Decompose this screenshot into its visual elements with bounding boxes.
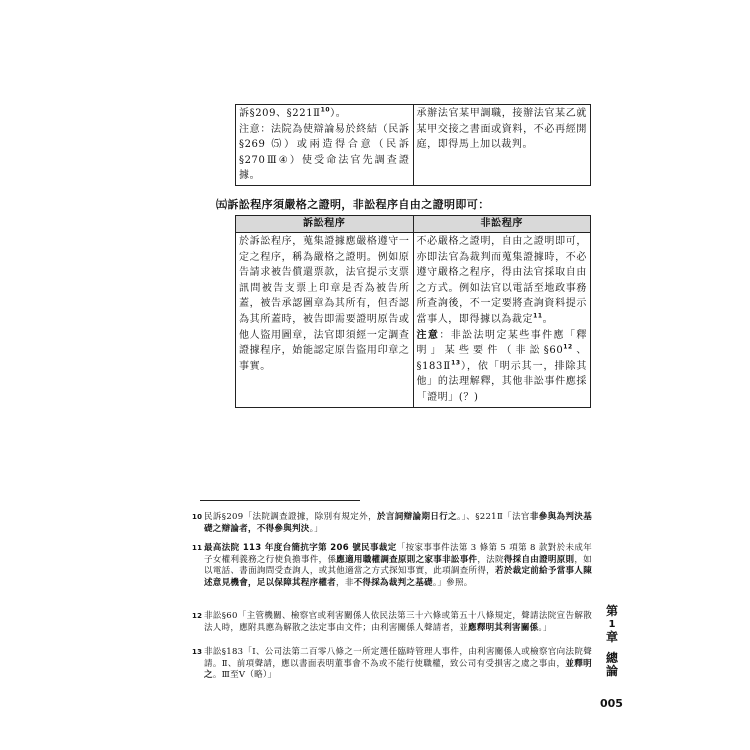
- header-litigation: 訴訟程序: [236, 216, 414, 233]
- footnote-11: 11 最高法院 113 年度台簡抗字第 206 號民事裁定「按家事事件法第 3 條第 5 項第 8 款對於未成年子女權利義務之行使負擔事件，係應適用職權調查原則之家事非訟事件，法院得採自由證明原則，如以電話、書面詢問受查詢人，或其他適當之方式探知事實，此項調查所得，若於裁定前給予當事人陳述意見機會，足以保障其程序權者，非不得採為裁判之基礎。」參照。: [192, 543, 593, 588]
- top-right-cell: 承辦法官某甲調職，接辦法官某乙就某甲交接之書面或資料，不必再經開庭，即得馬上加以裁判。: [413, 105, 591, 186]
- top-left-note: 注意：法院為使辯論易於終結（民訴§269 ⑸）或兩造得合意（民訴§270Ⅲ④）使受命法官先調查證據。: [239, 123, 410, 182]
- top-left-cell: 訴§209、§221Ⅱ$^{10}$）。 注意：法院為使辯論易於終結（民訴§269 ⑸）或兩造得合意（民訴§270Ⅲ④）使受命法官先調查證據。: [236, 105, 414, 186]
- chapter-side-tab: 第 1 章 總 論: [605, 604, 618, 678]
- footnote-divider: [200, 500, 360, 501]
- footnote-ref-10: 10: [320, 106, 331, 114]
- litigation-cell: 於訴訟程序，蒐集證據應嚴格遵守一定之程序，稱為嚴格之證明。例如原告請求被告償還票款，法官提示支票訊問被告支票上印章是否為被告所蓋，被告承認圖章為其所有，但否認為其所蓋時，被告即需要證明原告或他人盜用圖章，法官即須經一定調查證據程序，始能認定原告盜用印章之事實。: [236, 233, 414, 408]
- footnote-ref-11: 11: [533, 312, 543, 320]
- continued-comparison-table: [235, 104, 591, 186]
- footnote-ref-13: 13: [451, 359, 461, 367]
- note-label: 注意: [416, 329, 440, 341]
- footnote-13: 13 非訟§183「Ⅰ、公司法第二百零八條之一所定選任臨時管理人事件，由利害關係人或檢察官向法院聲請。Ⅱ、前項聲請，應以書面表明董事會不為或不能行使職權，致公司有受損害之虞之事由，並釋明之。Ⅲ至Ⅴ（略）」: [192, 647, 592, 680]
- page-number: 005: [600, 697, 623, 710]
- proof-comparison-table: [235, 215, 591, 408]
- section-heading: ㈤訴訟程序須嚴格之證明，非訟程序自由之證明即可：: [216, 198, 490, 211]
- non-litigation-cell: 不必嚴格之證明，自由之證明即可，亦即法官為裁判而蒐集證據時，不必遵守嚴格之程序，得由法官採取自由之方式。例如法官以電話至地政事務所查詢後，不一定要將查詢資料提示當事人，即得據以為裁定$^{11}$。 注意：非訟法明定某些事件應「釋明」某些要件（非訟$\S 60^{12}$、§183Ⅱ$^{13}$），依「明示其一，排除其他」的法理解釋，其他非訟事件應採「證明」(？): [413, 233, 591, 408]
- footnote-12: 12 非訟§60「主管機關、檢察官或利害關係人依民法第三十六條或第五十八條規定，聲請法院宣告解散法人時，應附具應為解散之法定事由文件；由利害關係人聲請者，並應釋明其利害關係。」: [192, 611, 592, 633]
- footnote-ref-12: 12: [563, 343, 573, 351]
- header-non-litigation: 非訟程序: [413, 216, 591, 233]
- footnote-10: 10 民訴§209「法院調查證據，除別有規定外，於言詞辯論期日行之。」、§221Ⅱ「法官非參與為判決基礎之辯論者，不得參與判決。」: [192, 512, 592, 534]
